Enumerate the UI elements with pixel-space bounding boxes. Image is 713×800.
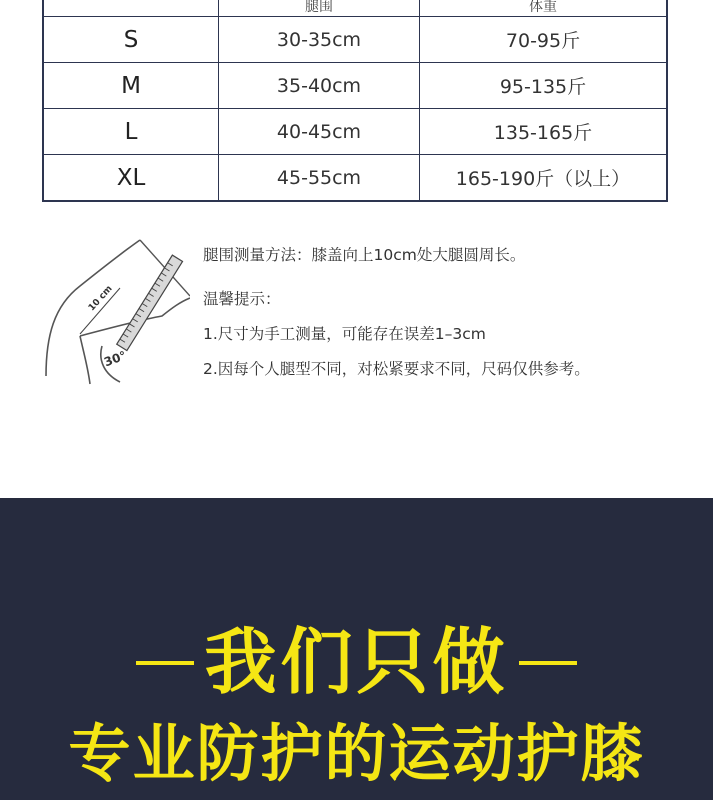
weight-cell: 135-165斤 <box>420 109 668 155</box>
measure-method-text: 腿围测量方法：膝盖向上10cm处大腿圆周长。 <box>203 246 526 264</box>
dash-left <box>136 661 194 665</box>
header-size <box>43 0 219 17</box>
tips-title: 温馨提示： <box>203 290 281 308</box>
table-row <box>43 63 667 109</box>
size-cell: M <box>43 63 219 109</box>
slogan-line-2: 专业防护的运动护膝 <box>68 717 645 790</box>
leg-cell: 45-55cm <box>219 155 420 202</box>
slogan-line-1-text: 我们只做 <box>204 620 509 704</box>
size-chart-header-row <box>43 0 667 17</box>
leg-cell: 30-35cm <box>219 17 420 63</box>
table-row <box>43 155 667 202</box>
measuring-tape-icon <box>117 255 183 350</box>
tip-1: 1.尺寸为手工测量，可能存在误差1–3cm <box>203 325 486 343</box>
tip-2: 2.因每个人腿型不同，对松紧要求不同，尺码仅供参考。 <box>203 360 590 378</box>
leg-cell: 40-45cm <box>219 109 420 155</box>
weight-cell: 70-95斤 <box>420 17 668 63</box>
header-weight: 体重 <box>420 0 668 17</box>
size-cell: L <box>43 109 219 155</box>
weight-cell: 95-135斤 <box>420 63 668 109</box>
size-chart-table <box>42 0 668 202</box>
dash-right <box>519 661 577 665</box>
weight-cell: 165-190斤（以上） <box>420 155 668 202</box>
leg-cell: 35-40cm <box>219 63 420 109</box>
size-cell: XL <box>43 155 219 202</box>
distance-label: 10 cm <box>86 284 115 314</box>
shin-outline <box>80 336 90 384</box>
header-leg: 腿围 <box>219 0 420 17</box>
slogan-line-1 <box>0 604 713 708</box>
angle-label: 30° <box>102 348 129 370</box>
size-cell: S <box>43 17 219 63</box>
table-row <box>43 109 667 155</box>
knee-measurement-diagram <box>40 236 190 386</box>
table-row <box>43 17 667 63</box>
